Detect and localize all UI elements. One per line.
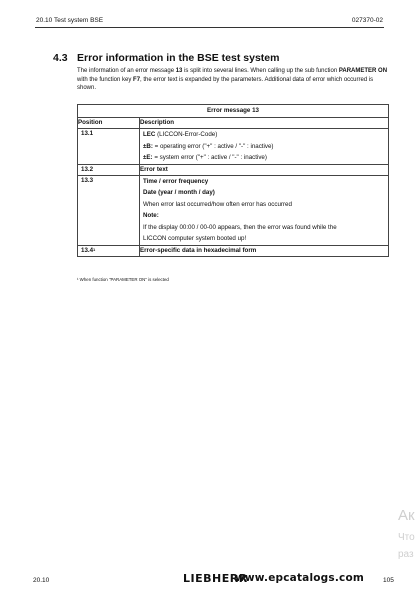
intro-text: is split into several lines. When calling up the sub function: [182, 68, 339, 74]
column-header-description: Description: [140, 118, 389, 129]
intro-bold-number: 13: [175, 68, 183, 74]
header-divider: [35, 27, 384, 28]
header-doc-number: 027370-02: [351, 17, 383, 24]
description-line: [140, 141, 388, 153]
line-text: = operating error ("+" : active / "-" : inactive): [152, 142, 274, 150]
watermark-line: Ак: [398, 507, 415, 524]
section-number: 4.3: [53, 52, 68, 64]
row-position: 13.3: [78, 175, 140, 245]
line-bold-prefix: ±E:: [143, 154, 153, 161]
table-row: [78, 175, 389, 245]
row-description: Error-specific data in hexadecimal form: [140, 245, 389, 256]
row-description: Error text: [140, 164, 389, 175]
description-line: Time / error frequency: [143, 177, 209, 185]
page-number: 105: [383, 577, 394, 584]
position-text: 13.4: [81, 246, 94, 254]
footnote-marker: 1: [93, 246, 96, 252]
brand-logo: LIEBHERR: [183, 572, 248, 585]
intro-text: The information of an error message: [77, 68, 176, 74]
table-row: [78, 129, 389, 165]
row-description: [140, 175, 389, 245]
description-line: LEC (LICCON-Error-Code): [143, 131, 218, 138]
intro-paragraph: [77, 67, 389, 93]
row-position: [78, 245, 140, 256]
table-row: [78, 245, 389, 256]
description-line: When error last occurred/how often error has occurred: [143, 200, 292, 208]
line-bold-prefix: LEC: [143, 131, 156, 138]
error-message-table: [77, 104, 389, 257]
intro-text: with the function key: [77, 76, 134, 83]
table-row: [78, 164, 389, 175]
description-line: [140, 152, 388, 164]
row-description: [140, 129, 389, 165]
intro-bold-function: PARAMETER ON: [338, 68, 388, 74]
line-text: = system error ("+" : active / "-" : inactive): [152, 154, 267, 161]
description-line: Note:: [143, 212, 159, 219]
row-position: 13.2: [78, 164, 140, 175]
description-line: LICCON computer system booted up!: [143, 235, 247, 242]
header-chapter: 20.10 Test system BSE: [36, 17, 104, 24]
footer-chapter: 20.10: [33, 577, 50, 584]
column-header-position: Position: [78, 118, 140, 129]
intro-bold-key: F7: [133, 76, 141, 83]
intro-text: , the error text is expanded by the parameters. Additional data of error which occurred is shown.: [77, 76, 374, 92]
footer-url-watermark: www.epcatalogs.com: [235, 572, 365, 584]
line-bold-prefix: ±B:: [143, 142, 153, 150]
footnote: ¹ When function "PARAMETER ON" is selected: [77, 277, 169, 282]
description-line: If the display 00:00 / 00-00 appears, then the error was found while the: [143, 223, 337, 231]
table-caption: Error message 13: [78, 105, 389, 118]
section-title: Error information in the BSE test system: [77, 52, 280, 64]
watermark-line: раз: [398, 549, 414, 560]
description-line: Date (year / month / day): [143, 189, 215, 196]
watermark-line: Что: [398, 532, 415, 543]
row-position: 13.1: [78, 129, 140, 165]
